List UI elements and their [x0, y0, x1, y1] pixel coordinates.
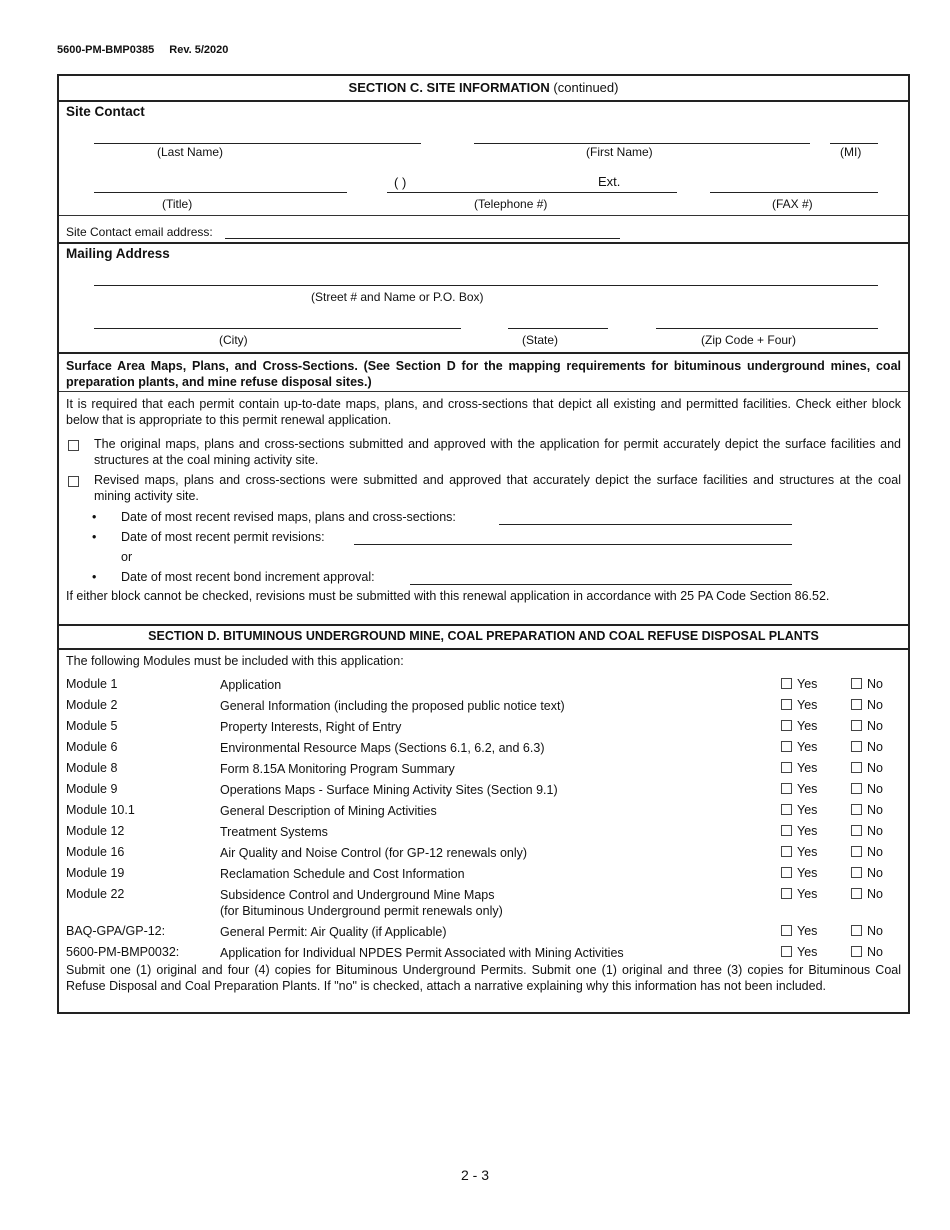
- yes-checkbox[interactable]: [781, 761, 817, 775]
- street-label: (Street # and Name or P.O. Box): [311, 290, 484, 304]
- checkbox-icon: [781, 699, 792, 710]
- yes-checkbox[interactable]: [781, 845, 817, 859]
- checkbox-icon: [781, 825, 792, 836]
- yes-checkbox[interactable]: [781, 887, 817, 901]
- module-description: [220, 945, 624, 961]
- zip-label: (Zip Code + Four): [701, 333, 797, 347]
- module-description: [220, 824, 328, 840]
- no-checkbox[interactable]: [851, 677, 883, 691]
- fax-label: (FAX #): [772, 197, 813, 211]
- module-description: [220, 677, 281, 693]
- no-label: No: [867, 887, 883, 901]
- state-label: (State): [522, 333, 559, 347]
- yes-checkbox[interactable]: [781, 866, 817, 880]
- module-description-line: General Description of Mining Activities: [220, 804, 437, 818]
- section-c-title-suffix: (continued): [553, 80, 619, 95]
- module-row: [66, 803, 906, 821]
- checkbox-icon: [851, 720, 862, 731]
- checkbox-icon: [68, 476, 79, 487]
- module-description: [220, 924, 446, 940]
- checkbox-icon: [851, 741, 862, 752]
- yes-label: Yes: [797, 945, 818, 959]
- mi-label: (MI): [840, 145, 862, 159]
- no-label: No: [867, 740, 883, 754]
- revised-maps-date-label: Date of most recent revised maps, plans and cross-sections:: [121, 510, 456, 524]
- state-field[interactable]: [508, 328, 608, 329]
- module-row: [66, 782, 906, 800]
- bullet-icon: •: [92, 530, 97, 544]
- module-id: Module 5: [66, 719, 118, 733]
- module-description: [220, 761, 455, 777]
- checkbox-icon: [781, 804, 792, 815]
- city-field[interactable]: [94, 328, 461, 329]
- checkbox-icon: [851, 888, 862, 899]
- no-checkbox[interactable]: [851, 866, 883, 880]
- module-row: [66, 866, 906, 884]
- module-row: [66, 945, 906, 963]
- yes-checkbox[interactable]: [781, 945, 817, 959]
- checkbox-icon: [851, 925, 862, 936]
- module-description-line: General Information (including the proposed public notice text): [220, 699, 565, 713]
- no-checkbox[interactable]: [851, 740, 883, 754]
- checkbox-icon: [781, 783, 792, 794]
- module-id: Module 10.1: [66, 803, 135, 817]
- checkbox-icon: [851, 699, 862, 710]
- surface-maps-heading: Surface Area Maps, Plans, and Cross-Sections. (See Section D for the mapping requirements for bituminous underground mines, coal preparation plants, and mine refuse disposal sites.): [66, 359, 901, 389]
- yes-label: Yes: [797, 845, 818, 859]
- module-row: [66, 761, 906, 779]
- surface-maps-footer: If either block cannot be checked, revisions must be submitted with this renewal application in accordance with 25 PA Code Section 86.52.: [66, 589, 830, 603]
- section-c-title: [59, 80, 908, 95]
- no-label: No: [867, 824, 883, 838]
- page-number: 2 - 3: [460, 1167, 489, 1183]
- module-description: [220, 698, 565, 714]
- no-label: No: [867, 761, 883, 775]
- no-checkbox[interactable]: [851, 782, 883, 796]
- module-row: [66, 924, 906, 942]
- telephone-label: (Telephone #): [474, 197, 548, 211]
- yes-label: Yes: [797, 719, 818, 733]
- no-label: No: [867, 945, 883, 959]
- option-original-maps-label: The original maps, plans and cross-sections submitted and approved with the application for permit accurately depict the surface facilities and structures at the coal mining activity site.: [94, 437, 901, 467]
- module-id: Module 16: [66, 845, 125, 859]
- no-label: No: [867, 782, 883, 796]
- module-row: [66, 740, 906, 758]
- module-description-line: Property Interests, Right of Entry: [220, 720, 402, 734]
- first-name-field[interactable]: [474, 143, 810, 144]
- checkbox-icon: [851, 946, 862, 957]
- yes-checkbox[interactable]: [781, 782, 817, 796]
- module-id: Module 2: [66, 698, 118, 712]
- module-description-line: Environmental Resource Maps (Sections 6.1, 6.2, and 6.3): [220, 741, 545, 755]
- zip-field[interactable]: [656, 328, 878, 329]
- no-label: No: [867, 845, 883, 859]
- module-id: Module 6: [66, 740, 118, 754]
- yes-checkbox[interactable]: [781, 698, 817, 712]
- checkbox-icon: [781, 925, 792, 936]
- option-revised-maps-label: Revised maps, plans and cross-sections were submitted and approved that accurately depict the surface facilities and structures at the coal mining activity site.: [94, 473, 901, 503]
- yes-label: Yes: [797, 924, 818, 938]
- no-checkbox[interactable]: [851, 719, 883, 733]
- section-d-footer: Submit one (1) original and four (4) copies for Bituminous Underground Permits. Submit one (1) original and three (3) copies for Bituminous Coal Refuse Disposal and Coal Preparation Plants. If "no" is checked, attach a narrative explaining why this information has not been included.: [66, 963, 901, 993]
- module-id: BAQ-GPA/GP-12:: [66, 924, 166, 938]
- yes-checkbox[interactable]: [781, 719, 817, 733]
- section-c-title-bold: SECTION C. SITE INFORMATION: [348, 80, 550, 95]
- checkbox-icon: [851, 867, 862, 878]
- yes-label: Yes: [797, 761, 818, 775]
- revised-maps-date-field[interactable]: [499, 524, 792, 525]
- last-name-label: (Last Name): [157, 145, 224, 159]
- module-id: Module 22: [66, 887, 125, 901]
- fax-field[interactable]: [710, 192, 878, 193]
- no-label: No: [867, 803, 883, 817]
- module-id: Module 1: [66, 677, 118, 691]
- bond-increment-date-label: Date of most recent bond increment approval:: [121, 570, 375, 584]
- module-description-line: Air Quality and Noise Control (for GP-12 renewals only): [220, 846, 528, 860]
- no-checkbox[interactable]: [851, 761, 883, 775]
- module-description-line: Application: [220, 678, 282, 692]
- bullet-icon: •: [92, 570, 97, 584]
- mailing-address-heading: Mailing Address: [66, 246, 170, 261]
- ext-label: Ext.: [598, 174, 621, 189]
- yes-checkbox[interactable]: [781, 740, 817, 754]
- no-label: No: [867, 866, 883, 880]
- surface-maps-intro: It is required that each permit contain up-to-date maps, plans, and cross-sections that depict all existing and permitted facilities. Check either block below that is appropriate to this permit renewal application.: [66, 397, 901, 427]
- no-label: No: [867, 698, 883, 712]
- section-d-intro: The following Modules must be included with this application:: [66, 654, 404, 668]
- option-revised-maps-checkbox[interactable]: [68, 474, 84, 489]
- telephone-field[interactable]: [387, 192, 677, 193]
- street-field[interactable]: [94, 285, 878, 286]
- module-description-line: General Permit: Air Quality (if Applicable): [220, 925, 447, 939]
- mi-field[interactable]: [830, 143, 878, 144]
- module-description-line: Operations Maps - Surface Mining Activity Sites (Section 9.1): [220, 783, 558, 797]
- section-d-title: SECTION D. BITUMINOUS UNDERGROUND MINE, COAL PREPARATION AND COAL REFUSE DISPOSAL PLANTS: [148, 629, 819, 643]
- no-label: No: [867, 677, 883, 691]
- checkbox-icon: [68, 440, 79, 451]
- checkbox-icon: [781, 720, 792, 731]
- module-description: [220, 845, 527, 861]
- module-description-line: (for Bituminous Underground permit renewals only): [220, 904, 503, 918]
- module-description: [220, 887, 503, 919]
- email-field[interactable]: [225, 238, 620, 239]
- no-checkbox[interactable]: [851, 803, 883, 817]
- yes-checkbox[interactable]: [781, 824, 817, 838]
- no-checkbox[interactable]: [851, 845, 883, 859]
- checkbox-icon: [781, 678, 792, 689]
- yes-label: Yes: [797, 740, 818, 754]
- yes-checkbox[interactable]: [781, 677, 817, 691]
- option-original-maps-checkbox[interactable]: [68, 438, 84, 453]
- module-id: Module 8: [66, 761, 118, 775]
- form-revision: Rev. 5/2020: [169, 44, 229, 56]
- yes-checkbox[interactable]: [781, 924, 817, 938]
- module-row: [66, 698, 906, 716]
- title-label: (Title): [162, 197, 193, 211]
- checkbox-icon: [851, 783, 862, 794]
- permit-revisions-date-field[interactable]: [354, 544, 792, 545]
- first-name-label: (First Name): [586, 145, 653, 159]
- module-description-line: Reclamation Schedule and Cost Information: [220, 867, 465, 881]
- form-header: [57, 44, 228, 56]
- checkbox-icon: [781, 762, 792, 773]
- module-description: [220, 866, 465, 882]
- no-label: No: [867, 719, 883, 733]
- yes-checkbox[interactable]: [781, 803, 817, 817]
- module-row: [66, 719, 906, 737]
- module-description: [220, 782, 558, 798]
- module-description: [220, 719, 401, 735]
- module-description-line: Form 8.15A Monitoring Program Summary: [220, 762, 455, 776]
- yes-label: Yes: [797, 698, 818, 712]
- module-id: Module 12: [66, 824, 125, 838]
- checkbox-icon: [781, 946, 792, 957]
- city-label: (City): [219, 333, 248, 347]
- yes-label: Yes: [797, 782, 818, 796]
- bond-increment-date-field[interactable]: [410, 584, 792, 585]
- title-field[interactable]: [94, 192, 347, 193]
- area-code-parens: ( ): [394, 175, 407, 190]
- yes-label: Yes: [797, 887, 818, 901]
- checkbox-icon: [851, 804, 862, 815]
- site-contact-heading: Site Contact: [66, 104, 145, 119]
- checkbox-icon: [781, 846, 792, 857]
- checkbox-icon: [781, 867, 792, 878]
- last-name-field[interactable]: [94, 143, 421, 144]
- permit-revisions-date-label: Date of most recent permit revisions:: [121, 530, 325, 544]
- module-description-line: Application for Individual NPDES Permit Associated with Mining Activities: [220, 946, 624, 960]
- yes-label: Yes: [797, 677, 818, 691]
- module-description: [220, 740, 544, 756]
- form-id: 5600-PM-BMP0385: [57, 44, 155, 56]
- email-label: Site Contact email address:: [66, 225, 213, 239]
- module-description-line: Treatment Systems: [220, 825, 328, 839]
- no-checkbox[interactable]: [851, 698, 883, 712]
- module-description-line: Subsidence Control and Underground Mine Maps: [220, 888, 495, 902]
- module-row: [66, 887, 906, 918]
- no-label: No: [867, 924, 883, 938]
- no-checkbox[interactable]: [851, 945, 883, 959]
- module-row: [66, 845, 906, 863]
- checkbox-icon: [851, 825, 862, 836]
- no-checkbox[interactable]: [851, 924, 883, 938]
- module-row: [66, 824, 906, 842]
- module-description: [220, 803, 437, 819]
- yes-label: Yes: [797, 803, 818, 817]
- yes-label: Yes: [797, 824, 818, 838]
- module-id: 5600-PM-BMP0032:: [66, 945, 180, 959]
- checkbox-icon: [781, 741, 792, 752]
- module-row: [66, 677, 906, 695]
- no-checkbox[interactable]: [851, 887, 883, 901]
- checkbox-icon: [851, 846, 862, 857]
- or-text: or: [121, 550, 133, 564]
- module-id: Module 19: [66, 866, 125, 880]
- no-checkbox[interactable]: [851, 824, 883, 838]
- module-id: Module 9: [66, 782, 118, 796]
- form-frame: [57, 74, 910, 1014]
- checkbox-icon: [851, 678, 862, 689]
- checkbox-icon: [851, 762, 862, 773]
- yes-label: Yes: [797, 866, 818, 880]
- bullet-icon: •: [92, 510, 97, 524]
- checkbox-icon: [781, 888, 792, 899]
